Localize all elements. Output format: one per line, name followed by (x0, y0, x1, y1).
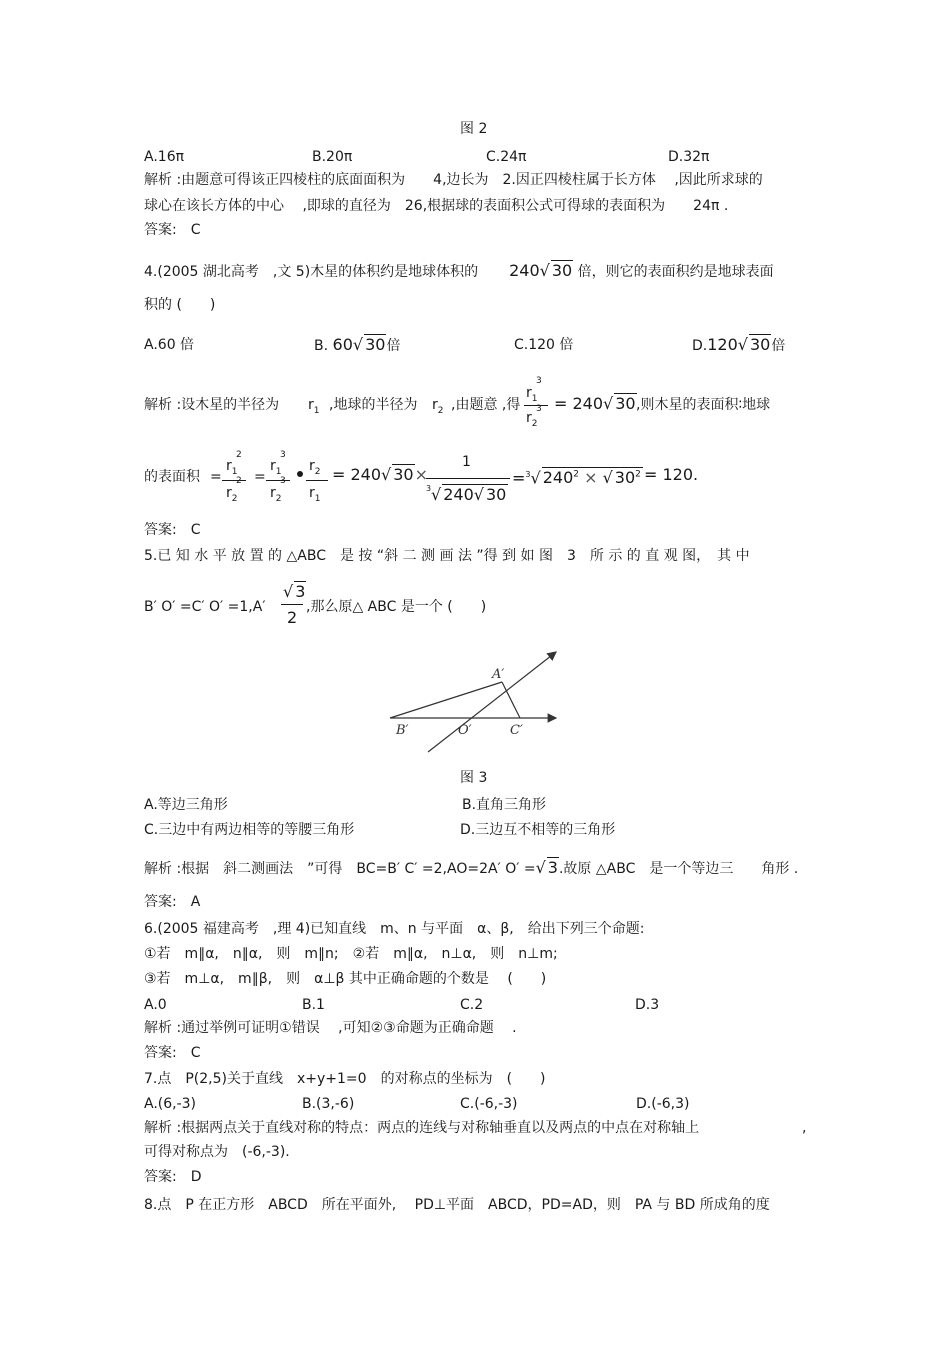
q8-stem: 8.点 P 在正方形 ABCD 所在平面外, PD⊥平面 ABCD，PD=AD，则 PA 与 BD 所成角的度 (144, 1197, 770, 1213)
q4-analysis-d: ,则木星的表面积∶地球 (636, 397, 771, 413)
segment-b-a (390, 682, 502, 718)
q5-stem-line-2a: B′ O′ =C′ O′ =1,A′ (144, 599, 266, 615)
q4-mid-value: = 240√ 30× (332, 465, 428, 484)
q6-option-d: D.3 (635, 997, 660, 1013)
q4-stem-line-2: 积的 ( ) (144, 297, 216, 313)
q4-result: = 120. (644, 465, 699, 484)
q5-option-c: C.三边中有两边相等的等腰三角形 (144, 822, 355, 838)
q4-answer: 答案: C (144, 522, 201, 538)
label-b: B′ (396, 723, 409, 738)
q5-option-d: D.三边互不相等的三角形 (460, 822, 616, 838)
figure-2-caption: 图 2 (460, 121, 488, 137)
q4-analysis-a: 解析 :设木星的半径为 (144, 397, 280, 413)
q4-ratio-value: = 240√ 30 (554, 394, 636, 413)
q7-answer: 答案: D (144, 1169, 202, 1185)
q5-fraction-sqrt3-2: √ 3 2 (283, 582, 306, 627)
q4-option-a: A.60 倍 (144, 337, 195, 353)
q4-frac-cuberoot: 1 3 √ 240√ 30 (426, 454, 510, 508)
q3-option-c: C.24π (486, 149, 527, 165)
q4-option-c: C.120 倍 (514, 337, 574, 353)
q5-stem-line-1: 5.已 知 水 平 放 置 的 △ABC 是 按 “斜 二 测 画 法 ”得 到 如 图 3 所 示 的 直 观 图， 其 中 (144, 548, 750, 564)
q6-option-a: A.0 (144, 997, 167, 1013)
q7-option-a: A.(6,-3) (144, 1096, 197, 1112)
q3-analysis-line-2: 球心在该长方体的中心 ,即球的直径为 26,根据球的表面积公式可得球的表面积为 24π . (144, 198, 729, 214)
q7-option-c: C.(-6,-3) (460, 1096, 518, 1112)
q3-option-b: B.20π (312, 149, 353, 165)
q7-option-b: B.(3,-6) (302, 1096, 355, 1112)
q4-surface-label: 的表面积 (144, 469, 200, 485)
q3-option-d: D.32π (668, 149, 710, 165)
q4-stem-text-2: 倍，则它的表面积约是地球表面 (577, 264, 774, 280)
q4-final-expr: =$^3$√ $240^2$ × √ $30^2$ (512, 468, 641, 488)
q7-analysis-line-2: 可得对称点为 (-6,-3). (144, 1144, 290, 1160)
q4-frac-r2-r1: $r_2$ $r_1$ (306, 452, 328, 502)
q4-ratio-expr: 240√ 30 (509, 261, 573, 280)
q4-eq-1: = (210, 469, 222, 485)
q3-option-a: A.16π (144, 149, 185, 165)
q3-answer: 答案: C (144, 222, 201, 238)
q6-stem-line-2: ①若 m∥α, n∥α, 则 m∥n; ②若 m∥α, n⊥α, 则 n⊥m; (144, 946, 558, 962)
label-o: O′ (458, 723, 472, 738)
q4-eq-2: = (254, 469, 266, 485)
q4-option-b: B. 60√ 30倍 (314, 335, 401, 354)
q4-stem-line-1 (144, 262, 774, 281)
q5-option-a: A.等边三角形 (144, 797, 228, 813)
label-c: C′ (510, 723, 523, 738)
q7-analysis-comma: , (802, 1120, 807, 1136)
q4-frac-cubed: 3 $r_1$ 3 $r_2$ (266, 452, 292, 502)
q4-r1: $r_1$ (308, 397, 320, 416)
q5-analysis: 解析 :根据 斜二测画法 ”可得 BC=B′ C′ =2,AO=2A′ O′ =√ 3.故原 △ABC 是一个等边三 角形 . (144, 858, 799, 877)
q6-stem-line-3: ③若 m⊥α, m∥β, 则 α⊥β 其中正确命题的个数是 ( ) (144, 971, 547, 987)
q6-option-b: B.1 (302, 997, 325, 1013)
q4-stem-text: 4.(2005 湖北高考 ,文 5)木星的体积约是地球体积的 (144, 264, 479, 280)
q4-multiply-dot (297, 471, 303, 477)
q5-option-b: B.直角三角形 (462, 797, 547, 813)
q6-analysis: 解析 :通过举例可证明①错误 ,可知②③命题为正确命题 . (144, 1020, 517, 1036)
q7-option-d: D.(-6,3) (636, 1096, 690, 1112)
q6-answer: 答案: C (144, 1045, 201, 1061)
q4-analysis-b: ,地球的半径为 (329, 397, 418, 413)
q4-option-d: D.120√ 30倍 (692, 335, 786, 354)
q5-answer: 答案: A (144, 894, 201, 910)
q7-stem: 7.点 P(2,5)关于直线 x+y+1=0 的对称点的坐标为 ( ) (144, 1071, 546, 1087)
label-a: A′ (492, 667, 505, 682)
q5-stem-line-2b: ,那么原△ ABC 是一个 ( ) (306, 599, 487, 615)
q6-stem-line-1: 6.(2005 福建高考 ,理 4)已知直线 m、n 与平面 α、β, 给出下列三个命题: (144, 921, 645, 937)
figure-3-caption: 图 3 (460, 770, 488, 786)
q4-analysis-c: ,由题意 ,得 (451, 397, 521, 413)
q6-option-c: C.2 (460, 997, 484, 1013)
q4-r2: $r_2$ (432, 397, 444, 416)
figure-3-diagram (380, 648, 570, 758)
q7-analysis-line-1: 解析 :根据两点关于直线对称的特点：两点的连线与对称轴垂直以及两点的中点在对称轴上 (144, 1120, 700, 1136)
q3-analysis-line-1: 解析 :由题意可得该正四棱柱的底面面积为 4,边长为 2.因正四棱柱属于长方体 ,因此所求球的 (144, 172, 763, 188)
q4-frac-squared: 2 $r_1$ 2 $r_2$ (222, 452, 248, 502)
